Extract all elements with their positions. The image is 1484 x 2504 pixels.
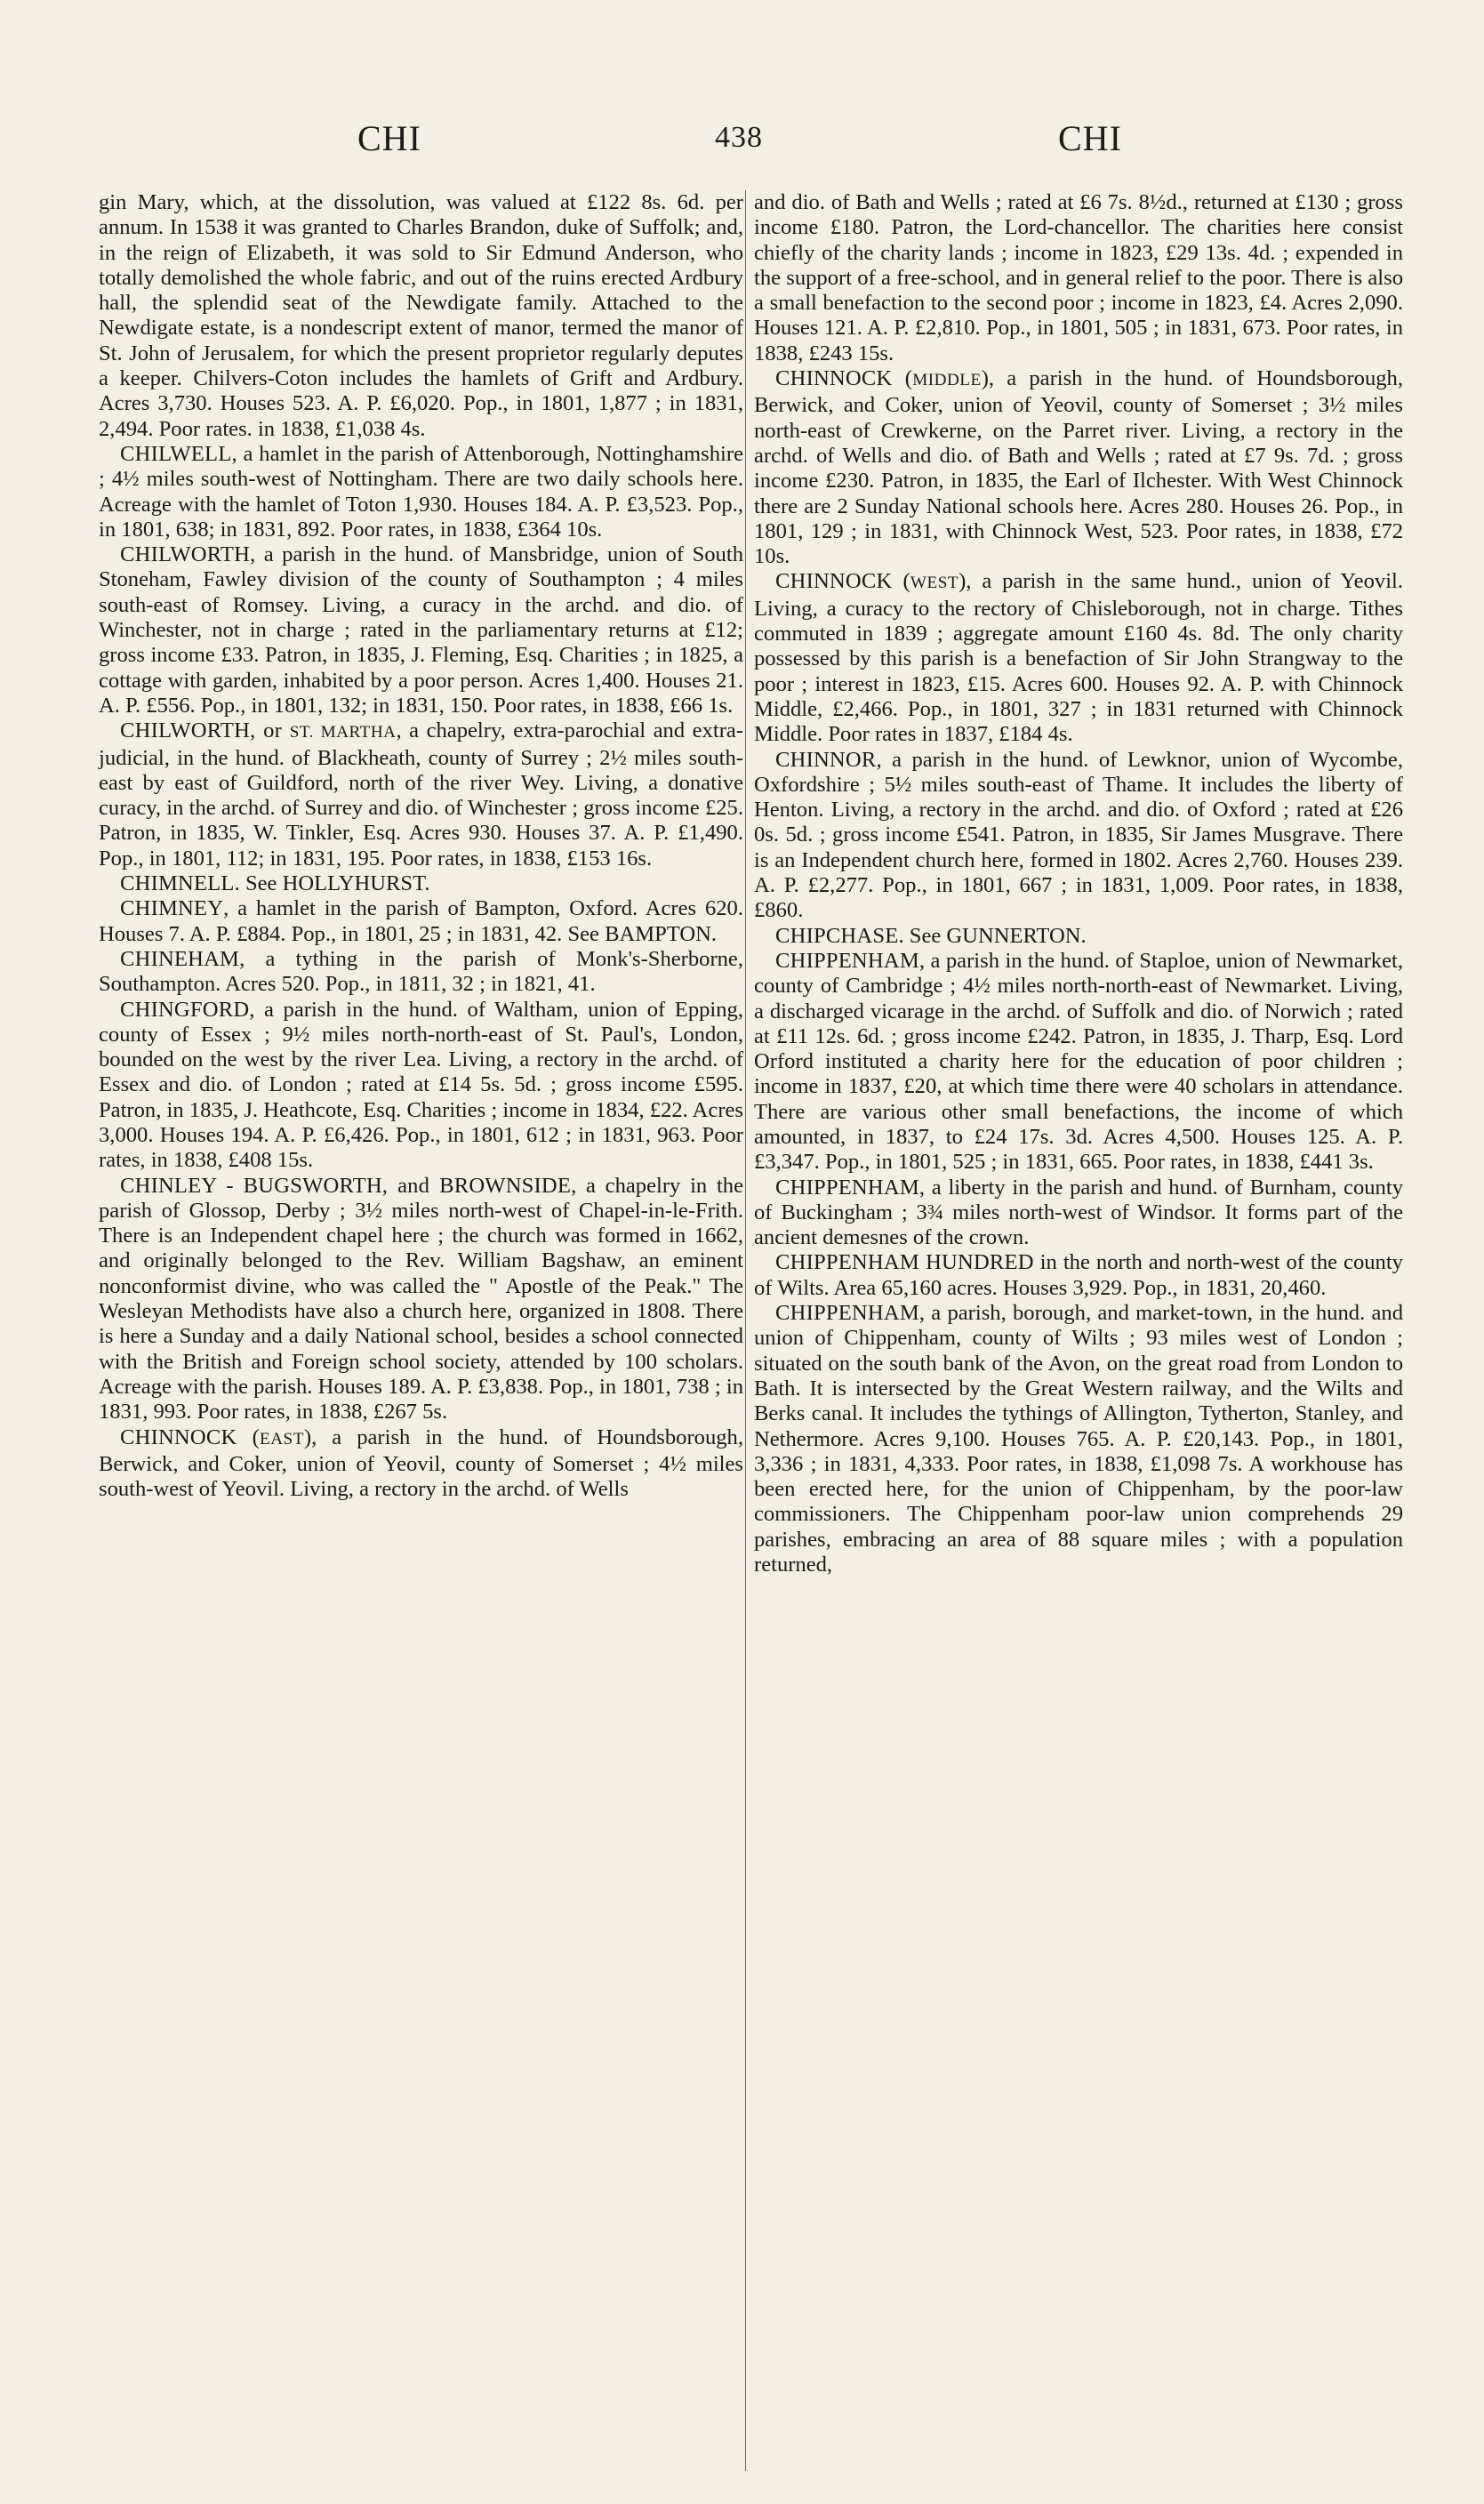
- page-number: 438: [715, 121, 763, 154]
- entry-body: , a parish in the hund. of Mansbridge, union of South Stoneham, Fawley division of the county of Southampton ; 4 miles south-east of Romsey. Living, a curacy in the archd. and dio. of Winchester, not in charge ; rated in the parliamentary returns at £12; gross income £33. Patron, in 1835, J. Fleming, Esq. Charities ; in 1825, a cottage with garden, inhabited by a poor person. Acres 1,400. Houses 21. A. P. £556. Pop., in 1801, 132; in 1831, 150. Poor rates, in 1838, £66 1s.: [99, 542, 743, 718]
- gazetteer-entry: [754, 1250, 1403, 1301]
- entry-headword: CHIPCHASE: [775, 923, 899, 948]
- gazetteer-entry: [99, 947, 743, 998]
- entry-headword-qualifier: MIDDLE: [912, 371, 982, 390]
- entry-headword: CHINNOCK (: [120, 1425, 260, 1449]
- entry-headword-qualifier: WEST: [910, 574, 959, 593]
- gazetteer-entry: [99, 871, 743, 896]
- entry-headword: CHINNOR: [775, 747, 877, 772]
- entry-headword: CHIPPENHAM: [775, 948, 919, 973]
- entry-body: in the north and north-west of the county of Wilts. Area 65,160 acres. Houses 3,929. Pop., in 1831, 20,460.: [754, 1250, 1403, 1300]
- entry-body: . See HOLLYHURST.: [234, 871, 430, 896]
- header-left-guideword: CHI: [357, 118, 421, 158]
- gazetteer-entry: [754, 569, 1403, 747]
- gazetteer-entry: [754, 1301, 1403, 1577]
- right-column: [754, 190, 1403, 1577]
- entry-body: , a chapelry, extra-parochial and extra-judicial, in the hund. of Blackheath, county of Surrey ; 2½ miles south-east by east of Guildford, north of the river Wey. Living, a donative curacy, in the archd. of Surrey and dio. of Winchester ; gross income £25. Patron, in 1835, W. Tinkler, Esq. Acres 930. Houses 37. A. P. £1,490. Pop., in 1801, 112; in 1831, 195. Poor rates, in 1838, £153 16s.: [99, 718, 743, 871]
- entry-headword: CHINNOCK (: [775, 366, 913, 391]
- entry-headword: CHILWORTH, or: [120, 718, 290, 743]
- gazetteer-entry: [754, 949, 1403, 1176]
- entry-body: , a hamlet in the parish of Bampton, Oxford. Acres 620. Houses 7. A. P. £884. Pop., in 1801, 25 ; in 1831, 42. See BAMPTON.: [99, 896, 743, 946]
- entry-headword: CHIMNEY: [120, 896, 224, 921]
- column-divider: [745, 190, 746, 2471]
- entry-body: , a tything in the parish of Monk's-Sherborne, Southampton. Acres 520. Pop., in 1811, 32 ; in 1821, 41.: [99, 946, 743, 997]
- gazetteer-entry: [754, 366, 1403, 569]
- entry-body: , a liberty in the parish and hund. of Burnham, county of Buckingham ; 3¾ miles north-west of Windsor. It forms part of the ancient demesnes of the crown.: [754, 1175, 1403, 1250]
- entry-headword: CHINGFORD: [120, 997, 250, 1022]
- gazetteer-entry: [754, 748, 1403, 924]
- gazetteer-entry: [99, 442, 743, 542]
- entry-body: , a parish, borough, and market-town, in the hund. and union of Chippenham, county of Wilts ; 93 miles west of London ; situated on the south bank of the Avon, on the great road from London to Bath. It is intersected by the Great Western railway, and the Wilts and Berks canal. It includes the tythings of Allington, Tytherton, Stanley, and Nethermore. Acres 9,100. Houses 765. A. P. £20,143. Pop., in 1801, 3,336 ; in 1831, 4,333. Poor rates, in 1838, £1,098 7s. A workhouse has been erected here, for the union of Chippenham, by the poor-law commissioners. The Chippenham poor-law union comprehends 29 parishes, embracing an area of 88 square miles ; with a population returned,: [754, 1301, 1403, 1577]
- entry-body: gin Mary, which, at the dissolution, was valued at £122 8s. 6d. per annum. In 1538 it was granted to Charles Brandon, duke of Suffolk; and, in the reign of Elizabeth, it was sold to Sir Edmund Anderson, who totally demolished the whole fabric, and out of the ruins erected Ardbury hall, the splendid seat of the Newdigate family. Attached to the Newdigate estate, is a nondescript extent of manor, termed the manor of St. John of Jerusalem, for which the present proprietor regularly deputes a keeper. Chilvers-Coton includes the hamlets of Grift and Ardbury. Acres 3,730. Houses 523. A. P. £6,020. Pop., in 1801, 1,877 ; in 1831, 2,494. Poor rates. in 1838, £1,038 4s.: [99, 190, 743, 441]
- entry-headword-qualifier: EAST: [260, 1429, 304, 1449]
- gazetteer-entry: [99, 1425, 743, 1503]
- gazetteer-entry: [99, 542, 743, 718]
- gazetteer-entry: [754, 190, 1403, 366]
- entry-headword: CHIMNELL: [120, 871, 235, 896]
- entry-headword: CHIPPENHAM HUNDRED: [775, 1250, 1034, 1275]
- gazetteer-entry: [754, 924, 1403, 949]
- entry-body: ), a parish in the hund. of Houndsborough, Berwick, and Coker, union of Yeovil, county of Somerset ; 4½ miles south-west of Yeovil. Living, a rectory in the archd. of Wells: [99, 1425, 743, 1502]
- entry-headword: CHINLEY - BUGSWORTH, and BROWNSIDE: [120, 1173, 572, 1198]
- gazetteer-entry: [754, 1176, 1403, 1251]
- entry-headword: CHINNOCK (: [775, 569, 910, 594]
- entry-headword: CHIPPENHAM: [775, 1301, 919, 1326]
- left-column: [99, 190, 743, 1502]
- header-right-guideword: CHI: [1058, 118, 1122, 158]
- entry-headword-qualifier: ST. MARTHA: [289, 723, 397, 742]
- entry-body: . See GUNNERTON.: [898, 923, 1087, 948]
- entry-body: , a parish in the hund. of Waltham, union of Epping, county of Essex ; 9½ miles north-north-east of St. Paul's, London, bounded on the west by the river Lea. Living, a rectory in the archd. of Essex and dio. of London ; rated at £14 5s. 5d. ; gross income £595. Patron, in 1835, J. Heathcote, Esq. Charities ; income in 1834, £22. Acres 3,000. Houses 194. A. P. £6,426. Pop., in 1801, 612 ; in 1831, 963. Poor rates, in 1838, £408 15s.: [99, 997, 743, 1173]
- entry-body: ), a parish in the same hund., union of Yeovil. Living, a curacy to the rectory of Chisleborough, not in charge. Tithes commuted in 1839 ; aggregate amount £160 4s. 8d. The only charity possessed by this parish is a benefaction of Sir John Strangway to the poor ; interest in 1823, £15. Acres 600. Houses 92. A. P. with Chinnock Middle, £2,466. Pop., in 1801, 327 ; in 1831 returned with Chinnock Middle. Poor rates in 1837, £184 4s.: [754, 569, 1404, 747]
- entry-body: , a chapelry in the parish of Glossop, Derby ; 3½ miles north-west of Chapel-in-le-Frith. There is an Independent chapel here ; the church was formed in 1662, and originally belonged to the Rev. William Bagshaw, an eminent nonconformist divine, who was called the " Apostle of the Peak." The Wesleyan Methodists have also a church here, organized in 1808. There is here a Sunday and a daily National school, besides a school connected with the British and Foreign school society, attended by 100 scholars. Acreage with the parish. Houses 189. A. P. £3,838. Pop., in 1801, 738 ; in 1831, 993. Poor rates, in 1838, £267 5s.: [99, 1173, 744, 1425]
- entry-headword: CHILWORTH: [120, 542, 251, 567]
- gazetteer-entry: [99, 896, 743, 947]
- gazetteer-entry: [99, 718, 743, 871]
- entry-body: and dio. of Bath and Wells ; rated at £6 7s. 8½d., returned at £130 ; gross income £180. Patron, the Lord-chancellor. The charities here consist chiefly of the charity lands ; income in 1823, £29 13s. 4d. ; expended in the support of a free-school, and in general relief to the poor. There is also a small benefaction to the second poor ; income in 1823, £4. Acres 2,090. Houses 121. A. P. £2,810. Pop., in 1801, 505 ; in 1831, 673. Poor rates, in 1838, £243 15s.: [754, 190, 1403, 365]
- entry-headword: CHINEHAM: [120, 946, 240, 971]
- gazetteer-entry: [99, 998, 743, 1174]
- entry-headword: CHILWELL: [120, 441, 232, 466]
- entry-headword: CHIPPENHAM: [775, 1175, 919, 1200]
- gazetteer-entry: [99, 190, 743, 442]
- entry-body: , a parish in the hund. of Lewknor, union of Wycombe, Oxfordshire ; 5½ miles south-east of Thame. It includes the liberty of Henton. Living, a rectory in the archd. and dio. of Oxford ; rated at £26 0s. 5d. ; gross income £541. Patron, in 1835, Sir James Musgrave. There is an Independent church here, formed in 1802. Acres 2,760. Houses 239. A. P. £2,277. Pop., in 1801, 667 ; in 1831, 1,009. Poor rates, in 1838, £860.: [754, 747, 1403, 923]
- gazetteer-entry: [99, 1174, 743, 1425]
- entry-body: ), a parish in the hund. of Houndsborough, Berwick, and Coker, union of Yeovil, county of Somerset ; 3½ miles north-east of Crewkerne, on the Parret river. Living, a rectory in the archd. of Wells and dio. of Bath and Wells ; rated at £7 9s. 7d. ; gross income £230. Patron, in 1835, the Earl of Ilchester. With West Chinnock there are 2 Sunday National schools here. Acres 280. Houses 26. Pop., in 1801, 129 ; in 1831, with Chinnock West, 523. Poor rates, in 1838, £72 10s.: [754, 366, 1404, 569]
- running-header: [0, 117, 1484, 171]
- entry-body: , a parish in the hund. of Staploe, union of Newmarket, county of Cambridge ; 4½ miles north-north-east of Newmarket. Living, a discharged vicarage in the archd. of Suffolk and dio. of Norwich ; rated at £11 12s. 6d. ; gross income £242. Patron, in 1835, J. Tharp, Esq. Lord Orford instituted a charity here for the education of poor children ; income in 1837, £20, at which time there were 40 scholars in attendance. There are various other small benefactions, the income of which amounted, in 1837, to £24 17s. 3d. Acres 4,500. Houses 125. A. P. £3,347. Pop., in 1801, 525 ; in 1831, 665. Poor rates, in 1838, £441 3s.: [754, 948, 1403, 1175]
- entry-body: , a hamlet in the parish of Attenborough, Nottinghamshire ; 4½ miles south-west of Nottingham. There are two daily schools here. Acreage with the hamlet of Toton 1,930. Houses 184. A. P. £3,523. Pop., in 1801, 638; in 1831, 892. Poor rates, in 1838, £364 10s.: [99, 441, 743, 542]
